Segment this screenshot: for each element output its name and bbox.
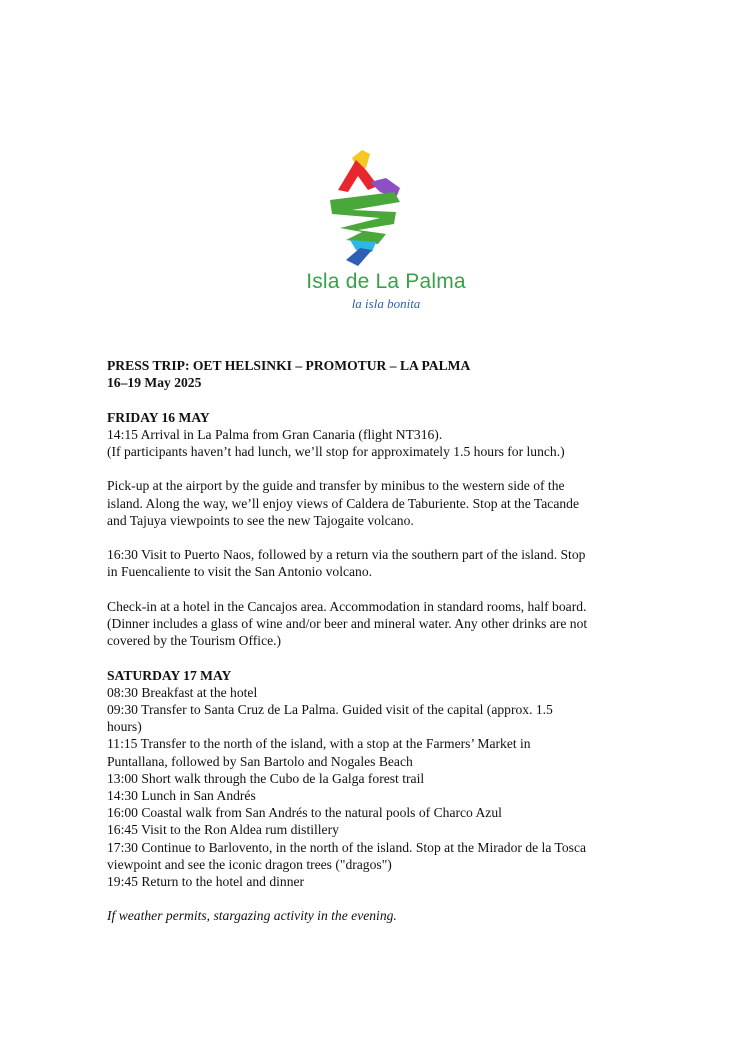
friday-para-line: (Dinner includes a glass of wine and/or beer and mineral water. Any other drinks are not (107, 615, 588, 631)
saturday-line: Puntallana, followed by San Bartolo and Nogales Beach (107, 753, 413, 769)
saturday-line: viewpoint and see the iconic dragon trees ("dragos") (107, 856, 392, 872)
saturday-line: 08:30 Breakfast at the hotel (107, 684, 258, 700)
logo-green-ribbon (330, 192, 400, 244)
saturday-line: 16:45 Visit to the Ron Aldea rum distillery (107, 822, 339, 838)
saturday-line: 14:30 Lunch in San Andrés (107, 788, 256, 803)
saturday-line: 19:45 Return to the hotel and dinner (107, 874, 305, 890)
saturday-line: 13:00 Short walk through the Cubo de la Galga forest trail (107, 770, 425, 786)
friday-para-line: Pick-up at the airport by the guide and transfer by minibus to the western side of the (107, 478, 565, 494)
friday-para-line: in Fuencaliente to visit the San Antonio volcano. (107, 564, 373, 580)
friday-heading: FRIDAY 16 MAY (107, 409, 210, 425)
friday-line: 14:15 Arrival in La Palma from Gran Canaria (flight NT316). (107, 426, 443, 442)
saturday-line: hours) (107, 719, 142, 735)
stargazing-note: If weather permits, stargazing activity in the evening. (107, 908, 397, 924)
saturday-line: 17:30 Continue to Barlovento, in the north of the island. Stop at the Mirador de la Tosca (107, 839, 587, 855)
friday-para-line: 16:30 Visit to Puerto Naos, followed by a return via the southern part of the island. Stop (107, 547, 586, 563)
friday-para-line: and Tajuya viewpoints to see the new Tajogaite volcano. (107, 512, 414, 528)
logo-blue-shape (346, 248, 372, 266)
itinerary-document (107, 357, 647, 925)
friday-para-line: Check-in at a hotel in the Cancajos area. Accommodation in standard rooms, half board. (107, 598, 587, 614)
la-palma-ribbon-logo-icon (322, 148, 418, 270)
saturday-line: 11:15 Transfer to the north of the island, with a stop at the Farmers’ Market in (107, 736, 531, 752)
saturday-line: 09:30 Transfer to Santa Cruz de La Palma. Guided visit of the capital (approx. 1.5 (107, 701, 553, 717)
trip-dates: 16–19 May 2025 (107, 375, 202, 391)
friday-line: (If participants haven’t had lunch, we’ll stop for approximately 1.5 hours for lunch.) (107, 444, 565, 459)
trip-title: PRESS TRIP: OET HELSINKI – PROMOTUR – LA PALMA (107, 358, 471, 373)
friday-para-line: covered by the Tourism Office.) (107, 633, 282, 649)
friday-para-line: island. Along the way, we’ll enjoy views of Caldera de Taburiente. Stop at the Tacande (107, 495, 579, 511)
logo-red-shape (338, 160, 378, 192)
brand-title: Isla de La Palma (306, 270, 466, 293)
saturday-heading: SATURDAY 17 MAY (107, 667, 232, 683)
saturday-line: 16:00 Coastal walk from San Andrés to the natural pools of Charco Azul (107, 805, 502, 821)
brand-subtitle: la isla bonita (351, 296, 421, 311)
